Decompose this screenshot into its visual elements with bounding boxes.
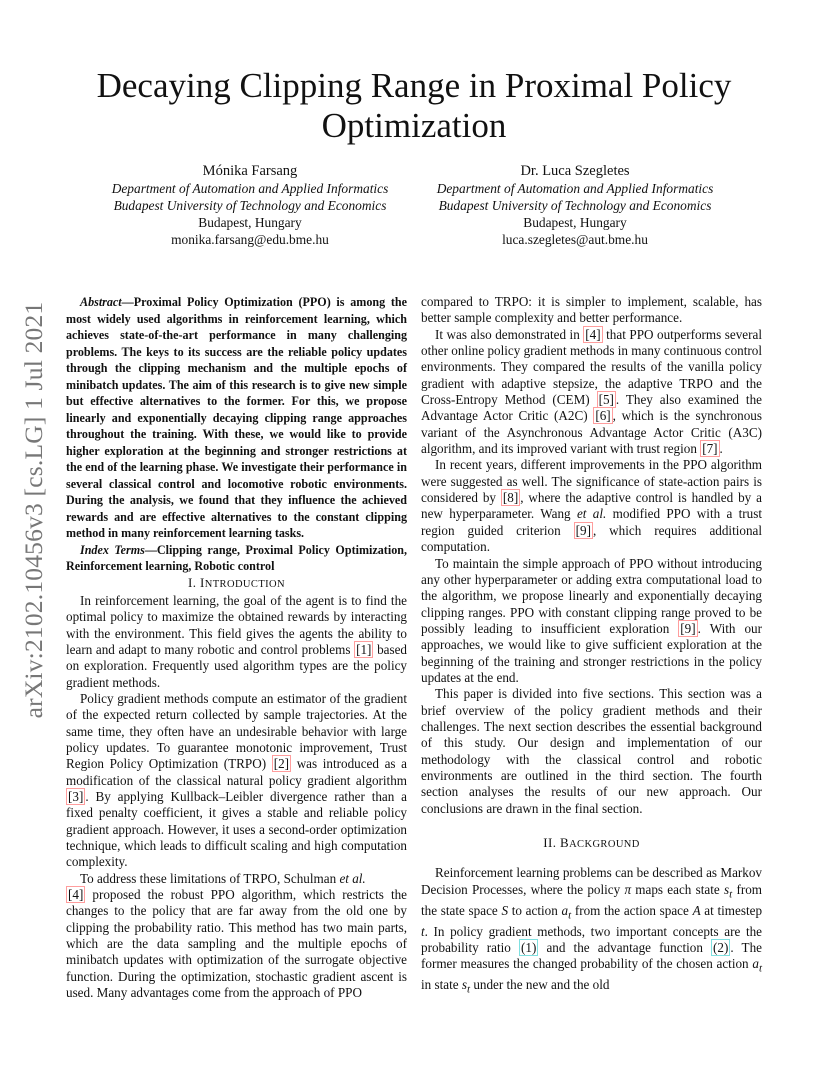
- paragraph: In recent years, different improvements in the PPO algorithm were suggested as well. The significance of state-action pairs is considered by [8] , where the adaptive control is handled by a new hyperparameter. Wang et al. modified PPO with a trust region guided criterion [9] , which requires additional computation.: [421, 457, 763, 555]
- author-university: Budapest University of Technology and Economics: [113, 198, 387, 213]
- section-heading-introduction: I. INTRODUCTION: [188, 574, 285, 590]
- citation-link[interactable]: [4]: [585, 326, 601, 342]
- author-location: Budapest, Hungary: [198, 215, 302, 230]
- arxiv-sidebar: [8, 300, 60, 720]
- author-department: Department of Automation and Applied Informatics: [436, 181, 714, 196]
- paragraph: To address these limitations of TRPO, Schulman et al. [4] proposed the robust PPO algorithm, which restricts the changes to the policy that are far away from the old one by clipping the probability ratio. This method has two main parts, which are the data sampling and the multiple epochs of minibatch updates with optimization of the surrogate objective function. During the optimization, stochastic gradient ascent is used. Many advantages come from the approach of PPO: [66, 870, 407, 1001]
- right-column: [421, 294, 762, 998]
- equation-link[interactable]: (2): [713, 939, 729, 955]
- paragraph: Reinforcement learning problems can be described as Markov Decision Processes, where the policy π maps each state $s_t$ from the state space S to action $a_t$ from the action space A at timestep t. In policy gradient methods, two important concepts are the probability ratio (1) and the advantage function (2) . The former measures the changed probability of the chosen action $a_t$ in state $s_t$ under the new and the old: [421, 865, 763, 996]
- paragraph: To maintain the simple approach of PPO without introducing any other hyperparameter or adding extra computational load to the algorithm, we propose linearly and exponentially decaying clipping ranges. PPO with constant clipping range proved to be possibly leading to insufficient exploration [9] . With our approaches, we would like to give sufficient exploration at the beginning of the training and stronger restrictions in the policy updates at the end.: [421, 555, 762, 685]
- citation-link[interactable]: [2]: [273, 756, 290, 772]
- citation-link[interactable]: [7]: [702, 441, 718, 457]
- abstract-lead: Abstract: [80, 295, 122, 309]
- author-email: luca.szegletes@aut.bme.hu: [502, 232, 648, 247]
- author-name: Dr. Luca Szegletes: [520, 163, 630, 179]
- equation-link[interactable]: (1): [521, 939, 537, 955]
- paragraph: This paper is divided into five sections. This section was a brief overview of the policy gradient methods and their challenges. The next section describes the essential background of this study. Our design and implementation of our methodology with the classical control and robotic environments are outlined in the third section. The fourth section analyses the results of our new approach. Our conclusions are drawn in the final section.: [421, 686, 762, 816]
- citation-link[interactable]: [3]: [68, 788, 84, 804]
- paragraph: It was also demonstrated in [4] that PPO outperforms several other online policy gradient methods in many continuous control environments. They compared the results of the vanilla policy gradient with adaptive stepsize, the adaptive TRPO and the Cross-Entropy Method (CEM) [5] . They also examined the Advantage Actor Critic (A2C) [6] , which is the synchronous variant of the Asynchronous Advantage Actor Critic (A3C) algorithm, and its improved variant with trust region [7] .: [421, 326, 762, 457]
- abstract: [66, 294, 407, 542]
- author-block-2: [395, 163, 755, 248]
- author-university: Budapest University of Technology and Economics: [438, 198, 712, 213]
- arxiv-identifier: arXiv:2102.10456v3 [cs.LG] 1 Jul 2021: [19, 301, 48, 719]
- index-terms-lead: Index Terms: [80, 542, 145, 557]
- paper-title: Decaying Clipping Range in Proximal Policy Optimization: [96, 66, 732, 145]
- author-name: Mónika Farsang: [202, 163, 298, 179]
- paragraph: compared to TRPO: it is simpler to implement, scalable, has better sample complexity and better performance.: [421, 294, 762, 326]
- paragraph: Policy gradient methods compute an estimator of the gradient of the expected return collected by sample trajectories. At the same time, they often have an undesirable behavior with large policy updates. To guarantee monotonic improvement, Trust Region Policy Optimization (TRPO) [2] was introduced as a modification of the classical natural policy gradient algorithm [3] . By applying Kullback–Leibler divergence rather than a fixed penalty coefficient, it gives a stable and reliable policy gradient approach. However, it uses a second-order optimization technique, which leads to difficult scaling and high computation complexity.: [66, 690, 407, 870]
- index-terms-text: —Clipping range, Proximal Policy Optimization, Reinforcement learning, Robotic control: [66, 542, 407, 573]
- author-email: monika.farsang@edu.bme.hu: [171, 232, 329, 247]
- citation-link[interactable]: [9]: [680, 620, 696, 636]
- citation-link[interactable]: [8]: [502, 490, 519, 506]
- citation-link[interactable]: [9]: [575, 522, 591, 538]
- citation-link[interactable]: [6]: [595, 408, 611, 424]
- author-block-1: [70, 163, 430, 248]
- citation-link[interactable]: [1]: [356, 641, 372, 657]
- paragraph: In reinforcement learning, the goal of the agent is to find the optimal policy to maximize the obtained rewards by interacting with the environment. This field gives the agents the ability to learn and adapt to many robotic and control problems [1] based on exploration. Frequently used algorithm types are the policy gradient methods.: [66, 592, 407, 690]
- index-terms: [66, 542, 407, 575]
- section-heading-background: II. BACKGROUND: [543, 835, 640, 850]
- author-department: Department of Automation and Applied Informatics: [111, 181, 389, 196]
- author-location: Budapest, Hungary: [523, 215, 627, 230]
- abstract-text: —Proximal Policy Optimization (PPO) is among the most widely used algorithms in reinforcement learning, which achieves state-of-the-art performance in many challenging problems. The keys to its success are the reliable policy updates through the clipping mechanism and the multiple epochs of minibatch updates. The aim of this research is to give new simple but effective alternatives to the former. For this, we propose linearly and exponentially decaying clipping range approaches throughout the training. With these, we would like to provide higher exploration at the beginning and stronger restrictions at the end of the learning phase. We investigate their performance in several classical control and locomotive robotic environments. During the analysis, we found that they influence the achieved rewards and are effective alternatives to the constant clipping method in many reinforcement learning tasks.: [66, 295, 407, 540]
- left-column: [66, 294, 407, 1001]
- citation-link[interactable]: [5]: [598, 392, 614, 408]
- citation-link[interactable]: [4]: [68, 887, 84, 903]
